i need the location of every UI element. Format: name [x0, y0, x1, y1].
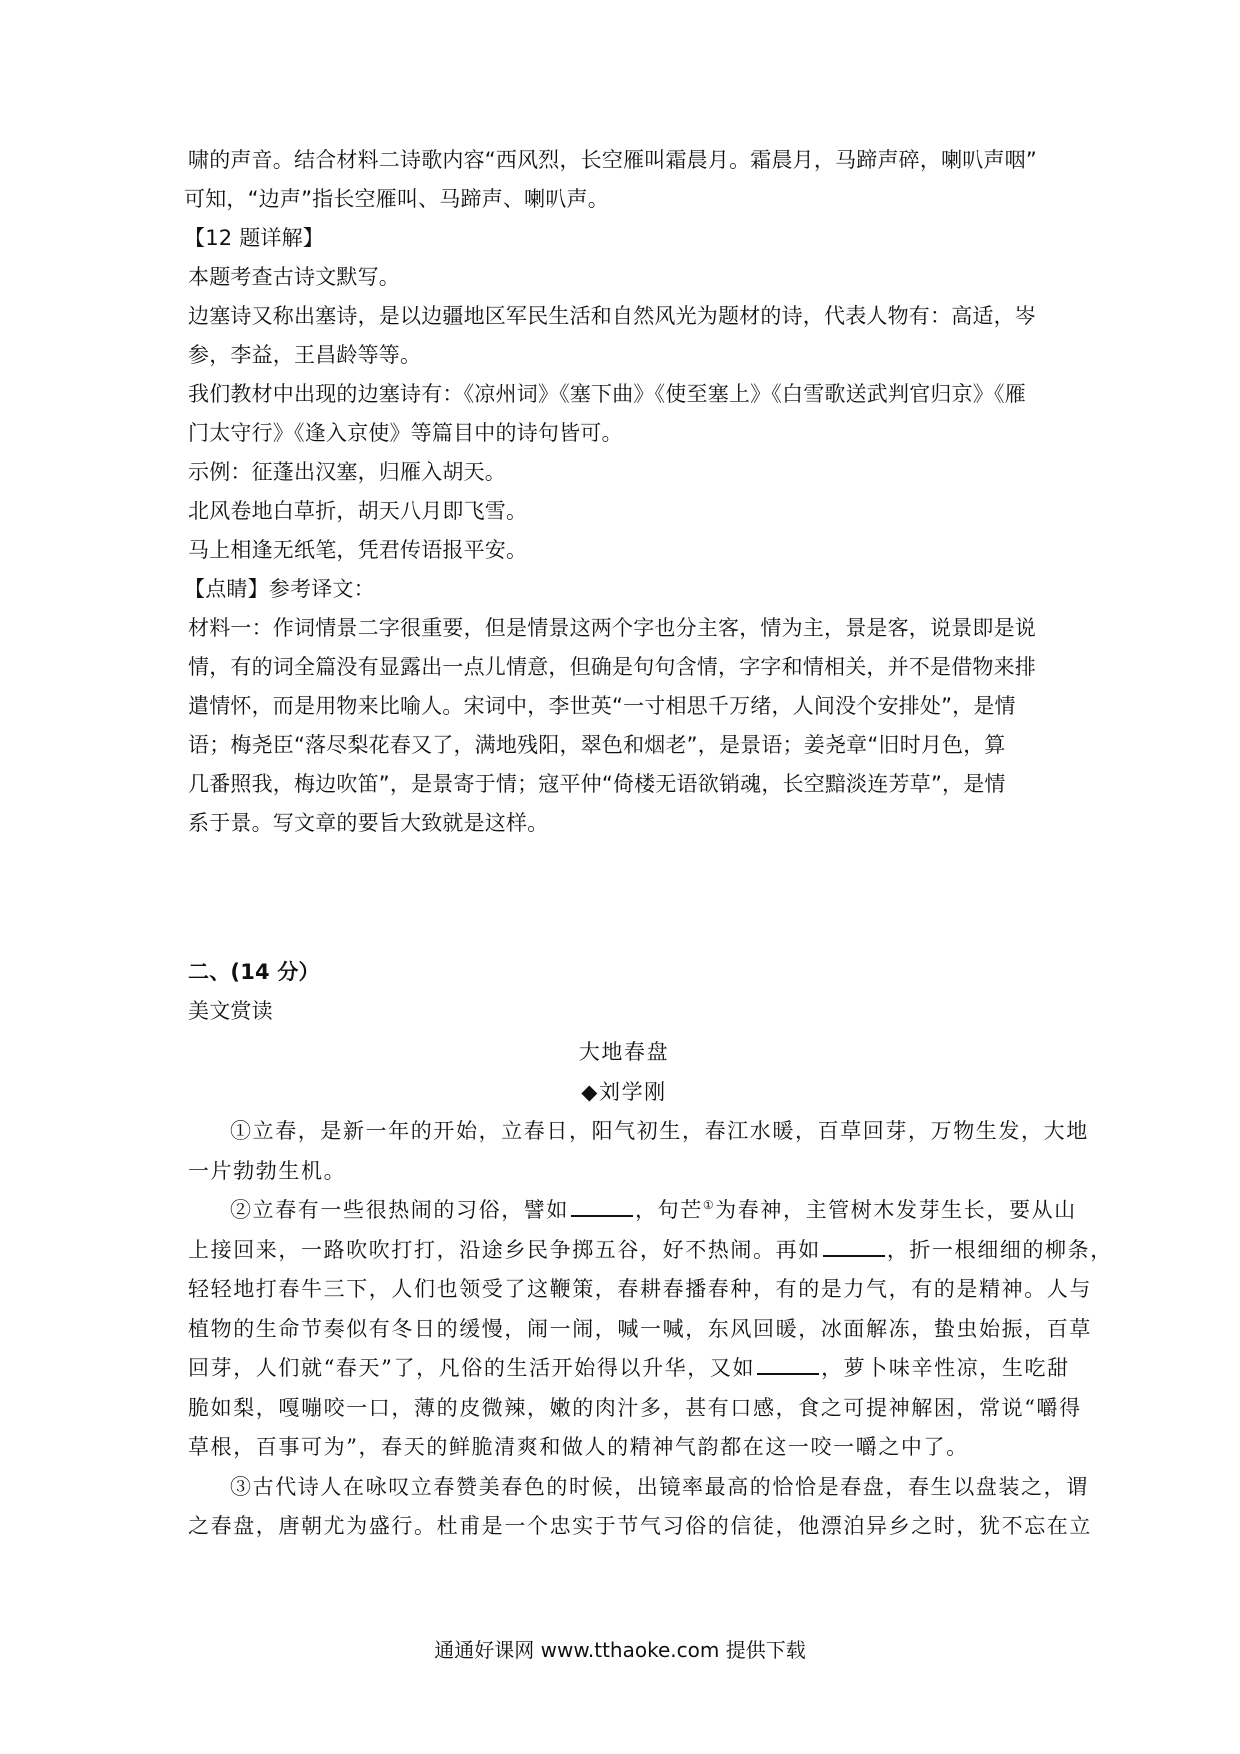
text-line: 遣情怀，而是用物来比喻人。宋词中，李世英“一寸相思千万绪，人间没个安排处”，是情 [188, 694, 1016, 718]
text-span: 回芽，人们就“春天”了，凡俗的生活开始得以升华，又如 [188, 1356, 756, 1380]
page-footer: 通通好课网 www.tthaoke.com 提供下载 [434, 1638, 806, 1662]
text-line: 系于景。写文章的要旨大致就是这样。 [188, 811, 549, 835]
paragraph-line: 一片勃勃生机。 [188, 1158, 347, 1183]
text-line: 马上相逢无纸笔，凭君传语报平安。 [188, 538, 528, 562]
paragraph-line: 植物的生命节奏似有冬日的缓慢，闹一闹，喊一喊，东风回暖，冰面解冻，蛰虫始振，百草 [188, 1316, 1092, 1341]
text-span: ，句芒 [635, 1198, 703, 1222]
text-line: 门太守行》《逢入京使》等篇目中的诗句皆可。 [188, 421, 623, 445]
fill-blank[interactable] [571, 1197, 633, 1217]
highlight-heading: 【点睛】参考译文： [184, 577, 375, 601]
paragraph-line: ③古代诗人在咏叹立春赞美春色的时候，出镜率最高的恰恰是春盘，春生以盘装之，谓 [230, 1474, 1089, 1499]
paragraph-line: 之春盘，唐朝尤为盛行。杜甫是一个忠实于节气习俗的信徒，他漂泊异乡之时，犹不忘在立 [188, 1514, 1092, 1538]
text-line: 啸的声音。结合材料二诗歌内容“西风烈，长空雁叫霜晨月。霜晨月，马蹄声碎，喇叭声咽” [188, 148, 1037, 172]
paragraph-line [188, 1231, 1113, 1271]
question-detail-heading: 【12 题详解】 [184, 226, 324, 250]
text-line: 北风卷地白草折，胡天八月即飞雪。 [188, 499, 528, 523]
text-span: 上接回来，一路吹吹打打，沿途乡民争掷五谷，好不热闹。再如 [188, 1237, 821, 1262]
text-span: ，萝卜味辛性凉，生吃甜 [821, 1356, 1070, 1380]
text-line: 材料一：作词情景二字很重要，但是情景这两个字也分主客，情为主，景是客，说景即是说 [188, 616, 1036, 640]
text-line: 可知，“边声”指长空雁叫、马蹄声、喇叭声。 [184, 187, 609, 211]
fill-blank[interactable] [823, 1237, 885, 1257]
paragraph-line: ①立春，是新一年的开始，立春日，阳气初生，春江水暖，百草回芽，万物生发，大地 [230, 1119, 1089, 1143]
paragraph-line [188, 1349, 1070, 1389]
text-line: 情，有的词全篇没有显露出一点儿情意，但确是句句含情，字字和情相关，并不是借物来排 [188, 655, 1036, 679]
text-span: ②立春有一些很热闹的习俗，譬如 [230, 1198, 569, 1222]
article [188, 1032, 1113, 1547]
text-line: 几番照我，梅边吹笛”，是景寄于情；寇平仲“倚楼无语欲销魂，长空黯淡连芳草”，是情 [188, 772, 1006, 796]
text-span: 为春神，主管树木发芽生长，要从山 [715, 1198, 1077, 1222]
footnote-marker: ① [702, 1198, 716, 1212]
paragraph-line: 脆如梨，嘎嘣咬一口，薄的皮微辣，嫩的肉汁多，甚有口感，食之可提神解困，常说“嚼得 [188, 1395, 1082, 1420]
text-line: 语；梅尧臣“落尽梨花春又了，满地残阳，翠色和烟老”，是景语；姜尧章“旧时月色，算 [188, 733, 1006, 757]
section-heading: 二、(14 分） [188, 960, 320, 984]
paragraph-line: 轻轻地打春牛三下，人们也领受了这鞭策，春耕春播春种，有的是力气，有的是精神。人与 [188, 1277, 1092, 1301]
paragraph-line: 草根，百事可为”，春天的鲜脆清爽和做人的精神气韵都在这一咬一嚼之中了。 [188, 1435, 969, 1459]
answer-explanation [184, 141, 1060, 843]
article-title: 大地春盘 [578, 1040, 670, 1064]
text-span: ，折一根细细的柳条， [886, 1237, 1113, 1262]
section-two [188, 953, 1060, 1031]
text-line: 本题考查古诗文默写。 [188, 265, 400, 289]
text-line: 边塞诗又称出塞诗，是以边疆地区军民生活和自然风光为题材的诗，代表人物有：高适，岑 [188, 304, 1036, 328]
fill-blank[interactable] [757, 1355, 819, 1375]
text-line: 示例：征蓬出汉塞，归雁入胡天。 [188, 460, 506, 484]
paragraph-line [188, 1191, 1077, 1231]
text-line: 参，李益，王昌龄等等。 [188, 343, 422, 367]
text-line: 我们教材中出现的边塞诗有：《凉州词》《塞下曲》《使至塞上》《白雪歌送武判官归京》《雁 [188, 382, 1026, 406]
article-author: ◆刘学刚 [581, 1080, 667, 1104]
section-subheading: 美文赏读 [188, 999, 273, 1023]
